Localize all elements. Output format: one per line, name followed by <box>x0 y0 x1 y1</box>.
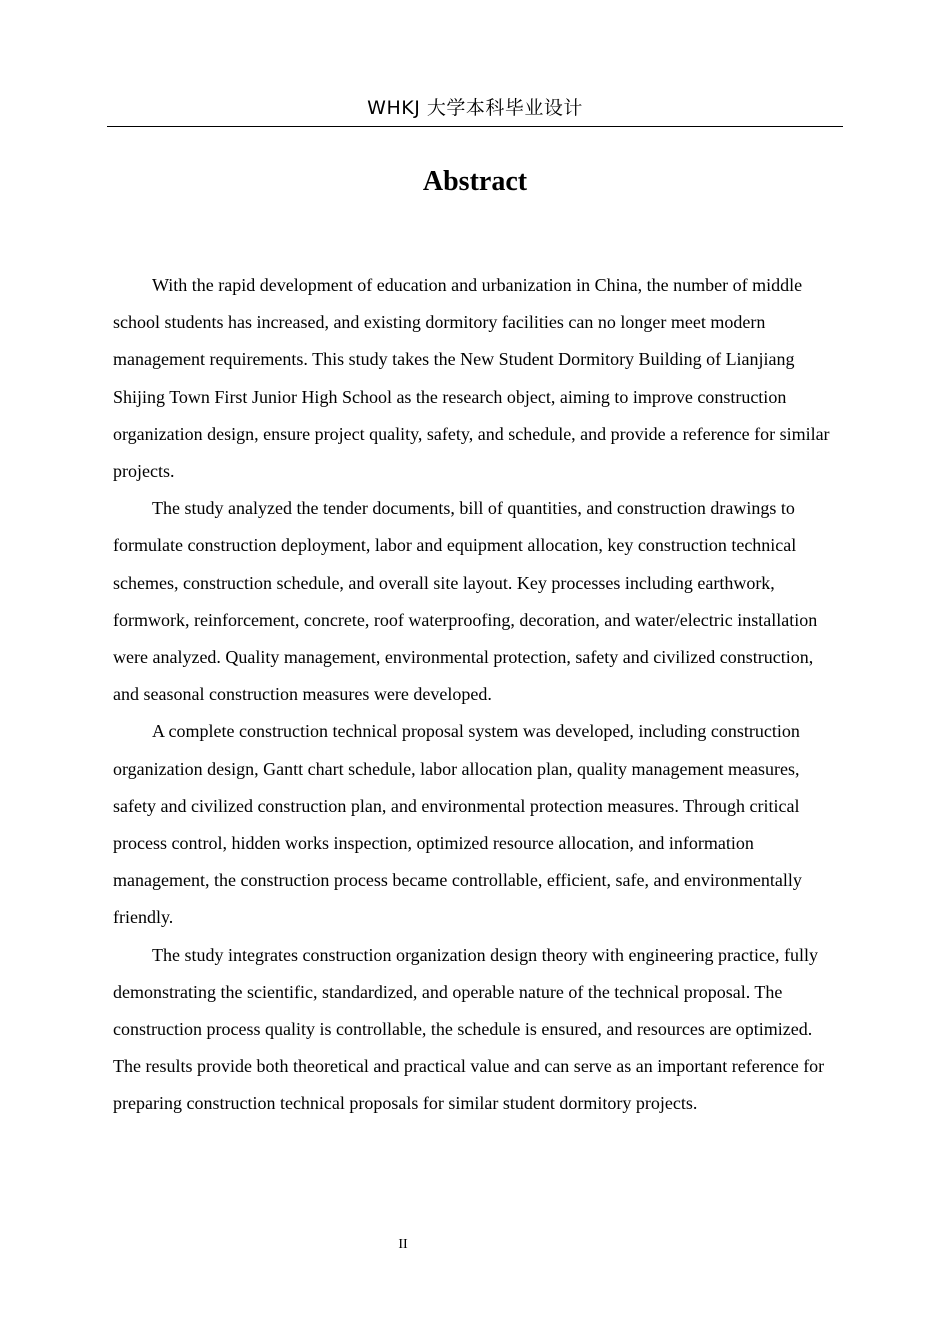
abstract-paragraph-2: The study analyzed the tender documents, bill of quantities, and construction drawings to formulate construction deployment, labor and equipment allocation, key construction technical schemes, construction schedule, and overall site layout. Key processes including earthwork, formwork, reinforcement, concrete, roof waterproofing, decoration, and water/electric installation were analyzed. Quality management, environmental protection, safety and civilized construction, and seasonal construction measures were developed. <box>113 498 818 705</box>
page-number: II <box>398 1237 408 1252</box>
page-title: Abstract <box>422 166 528 197</box>
abstract-paragraph-3: A complete construction technical proposal system was developed, including construction organization design, Gantt chart schedule, labor allocation plan, quality management measures, safety and civilized construction plan, and environmental protection measures. Through critical process control, hidden works inspection, optimized resource allocation, and information management, the construction process became controllable, efficient, safe, and environmentally friendly. <box>113 721 802 928</box>
abstract-paragraph-1: With the rapid development of education and urbanization in China, the number of middle school students has increased, and existing dormitory facilities can no longer meet modern management requirements. This study takes the New Student Dormitory Building of Lianjiang Shijing Town First Junior High School as the research object, aiming to improve construction organization design, ensure project quality, safety, and schedule, and provide a reference for similar projects. <box>113 275 830 482</box>
running-header: WHKJ 大学本科毕业设计 <box>367 97 583 119</box>
abstract-body <box>113 267 837 1123</box>
header-divider <box>107 126 843 127</box>
abstract-paragraph-4: The study integrates construction organization design theory with engineering practice, fully demonstrating the scientific, standardized, and operable nature of the technical proposal. The construction process quality is controllable, the schedule is ensured, and resources are optimized. The results provide both theoretical and practical value and can serve as an important reference for preparing construction technical proposals for similar student dormitory projects. <box>113 944 825 1114</box>
